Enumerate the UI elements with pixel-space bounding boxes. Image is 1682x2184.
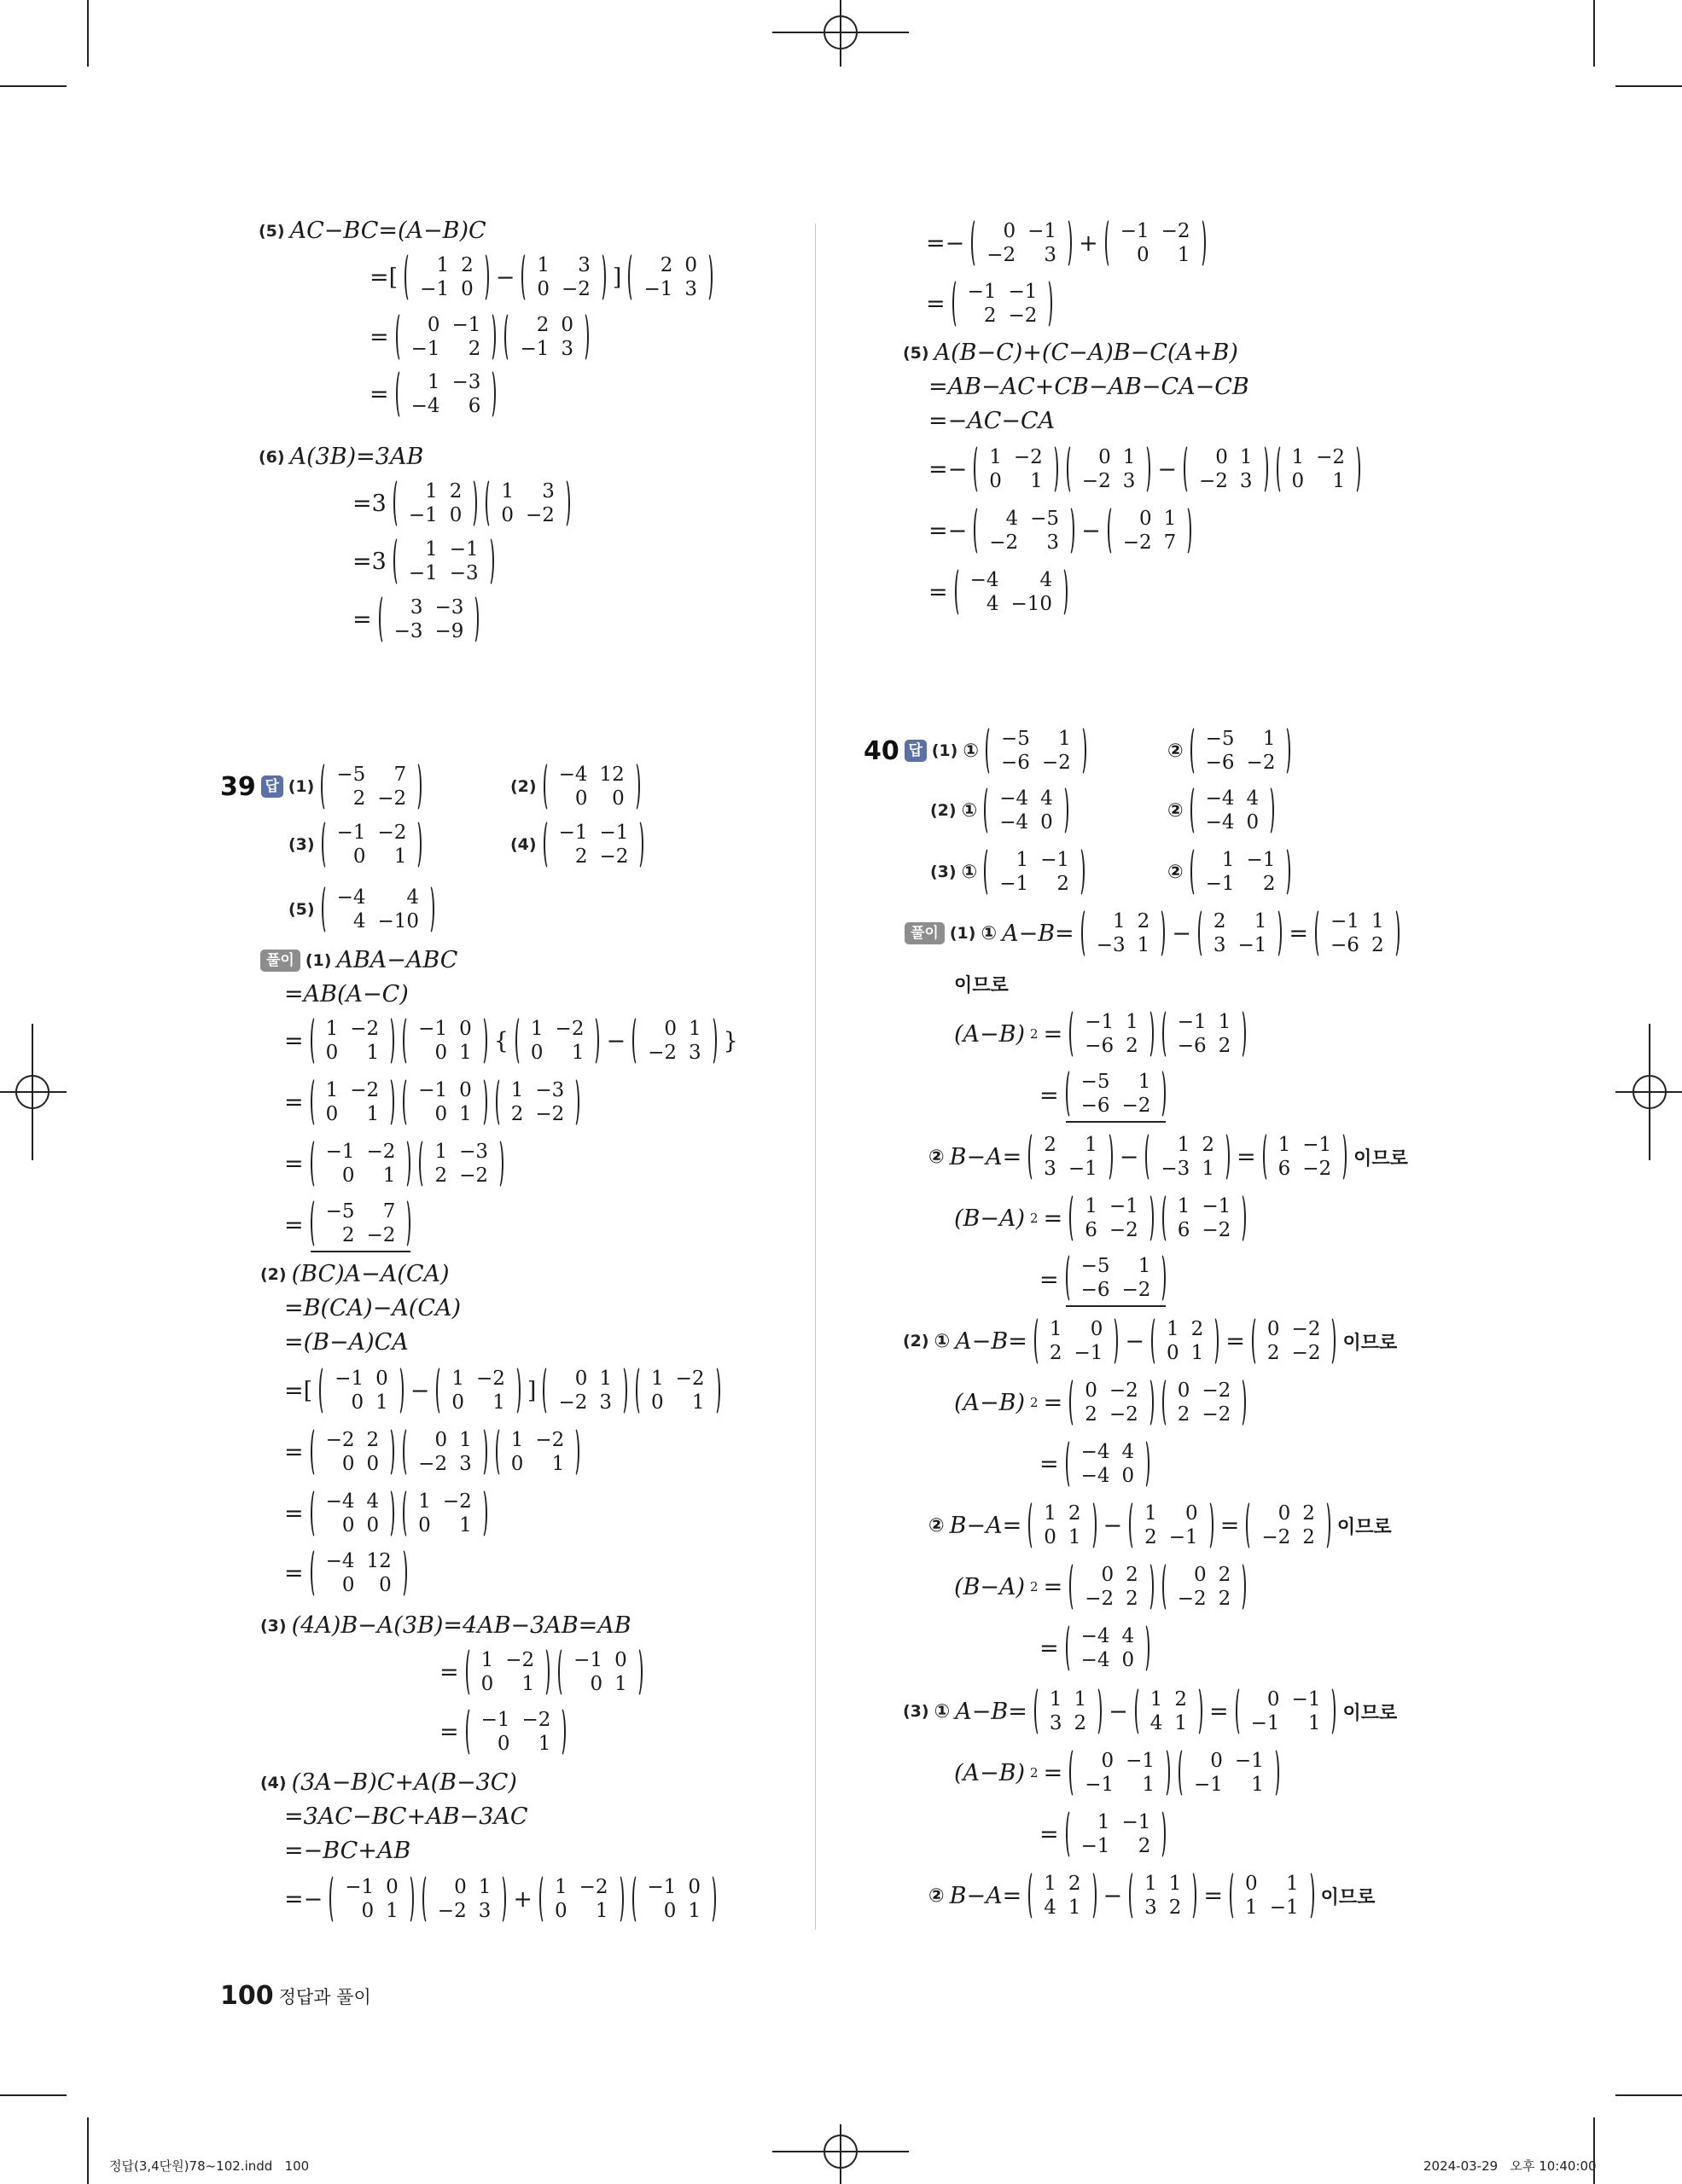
print-slug-left: 정답(3,4단원)78~102.indd 100 bbox=[109, 2158, 310, 2174]
q39-sol-1f: = −5 7 2 −2 bbox=[284, 1198, 412, 1252]
q39-sol-2f: = −4 4 0 0 1 −2 0 1 bbox=[284, 1488, 489, 1539]
q39-sol-3c: = −1 −2 0 1 bbox=[439, 1706, 567, 1757]
crop-mark bbox=[1615, 85, 1682, 87]
q40-sol-1-2res: = −5 1 −6 −2 bbox=[1039, 1252, 1167, 1307]
q40-ans-2-1: (2) ① −4 4 −4 0 bbox=[930, 785, 1070, 836]
crop-mark bbox=[1615, 2094, 1682, 2096]
q39-answer-3: (3) −1 −2 0 1 bbox=[288, 819, 423, 870]
q39-answer-5: (5) −4 4 4 −10 bbox=[288, 884, 436, 935]
q40-sol-2-res: = −4 4 −4 0 bbox=[1039, 1438, 1151, 1490]
right-p5-line4: =− 1 −2 0 1 0 1 −2 3 − 0 1 −2 3 1 −2 0 1 bbox=[928, 444, 1362, 495]
registration-mark-icon bbox=[772, 0, 909, 68]
q40-sol-1-res: = −5 1 −6 −2 bbox=[1039, 1068, 1167, 1123]
crop-mark bbox=[1593, 0, 1595, 67]
q40-sol-2-2res: = −4 4 −4 0 bbox=[1039, 1623, 1151, 1674]
right-cont-1: =− 0 −1 −2 3 + −1 −2 0 1 bbox=[926, 218, 1208, 269]
q39-answer-4: (4) −1 −1 2 −2 bbox=[510, 819, 645, 870]
q40-sol-3-2: ② B−A= 1 2 4 1 − 1 1 3 2 = 0 1 1 −1 이므로 bbox=[928, 1870, 1375, 1921]
q40-sol-1-imero: 이므로 bbox=[954, 975, 1009, 996]
q40-ans-3-2: ② 1 −1 −1 2 bbox=[1167, 846, 1292, 897]
right-cont-2: = −1 −1 2 −2 bbox=[926, 278, 1054, 329]
q40-ans-1-2: ② −5 1 −6 −2 bbox=[1167, 725, 1292, 776]
registration-mark-icon bbox=[1614, 1024, 1682, 1160]
crop-mark bbox=[87, 2117, 89, 2184]
q39-sol-1d: = 1 −2 0 1 −1 0 0 1 1 −3 2 −2 bbox=[284, 1077, 581, 1128]
q40-sol-1-2sq: (B−A) 2 = 1 −1 6 −2 1 −1 6 −2 bbox=[954, 1193, 1248, 1244]
column-divider bbox=[815, 224, 816, 1930]
q39-answer-2: (2) −4 12 0 0 bbox=[510, 761, 642, 812]
q39-sol-4: (4) (3A−B)C+A(B−3C) bbox=[260, 1769, 517, 1796]
left-p6-line4: = 3 −3 −3 −9 bbox=[352, 594, 480, 645]
q40-sol-1-2: ② B−A= 2 1 3 −1 − 1 2 −3 1 = 1 −1 6 −2 이므로 bbox=[928, 1131, 1408, 1182]
q40-header: 40 답 (1) ① −5 1 −6 −2 bbox=[864, 725, 1088, 776]
left-p6-line3: =3 1 −1 −1 −3 bbox=[352, 536, 496, 587]
page-footer: 100 정답과 풀이 bbox=[220, 1981, 371, 2011]
q39-header: 39 답 (1) −5 7 2 −2 bbox=[220, 761, 423, 812]
q40-ans-2-2: ② −4 4 −4 0 bbox=[1167, 785, 1276, 836]
left-p5-line3: = 0 −1 −1 2 2 0 −1 3 bbox=[370, 311, 591, 363]
q39-sol-2d: =[ −1 0 0 1 − 1 −2 0 1 ] 0 1 −2 3 1 −2 0 1 bbox=[284, 1365, 722, 1416]
q40-sol-2-2sq: (B−A) 2 = 0 2 −2 2 0 2 −2 2 bbox=[954, 1561, 1248, 1612]
q39-sol-2g: = −4 12 0 0 bbox=[284, 1548, 409, 1599]
q39-sol-4b: =3AC−BC+AB−3AC bbox=[284, 1804, 528, 1830]
q40-ans-3-1: (3) ① 1 −1 −1 2 bbox=[930, 846, 1086, 897]
q40-sol-3-sq: (A−B) 2 = 0 −1 −1 1 0 −1 −1 1 bbox=[954, 1747, 1281, 1798]
q40-sol-3-res: = 1 −1 −1 2 bbox=[1039, 1809, 1167, 1860]
left-p5-line2: =[ 1 2 −1 0 − 1 3 0 −2 ] 2 0 −1 3 bbox=[370, 252, 714, 303]
q39-sol-2c: =(B−A)CA bbox=[284, 1329, 409, 1356]
right-p5-line3: =−AC−CA bbox=[928, 408, 1056, 434]
right-p5-line6: = −4 4 4 −10 bbox=[928, 566, 1069, 618]
left-p6-line2: =3 1 2 −1 0 1 3 0 −2 bbox=[352, 478, 572, 529]
print-slug-right: 2024-03-29 오후 10:40:00 bbox=[1423, 2158, 1597, 2174]
q39-sol-4c: =−BC+AB bbox=[284, 1838, 411, 1864]
q39-sol-1b: =AB(A−C) bbox=[284, 981, 409, 1008]
q40-sol-2-2: ② B−A= 1 2 0 1 − 1 0 2 −1 = 0 2 −2 2 이므로 bbox=[928, 1500, 1392, 1551]
q39-sol-4d: =− −1 0 0 1 0 1 −2 3 + 1 −2 0 1 −1 0 0 1 bbox=[284, 1873, 718, 1925]
q39-sol-1c: = 1 −2 0 1 −1 0 0 1 { 1 −2 0 1 − 0 1 −2 3 } bbox=[284, 1015, 738, 1066]
left-p5-line1: (5) AC−BC=(A−B)C bbox=[259, 218, 486, 244]
q40-sol-2-sq: (A−B) 2 = 0 −2 2 −2 0 −2 2 −2 bbox=[954, 1377, 1248, 1428]
right-p5-line2: =AB−AC+CB−AB−CA−CB bbox=[928, 374, 1249, 400]
right-p5-line5: =− 4 −5 −2 3 − 0 1 −2 7 bbox=[928, 505, 1193, 556]
left-p6-line1: (6) A(3B)=3AB bbox=[259, 444, 424, 470]
left-p5-line4: = 1 −3 −4 6 bbox=[370, 369, 498, 420]
q40-sol-2: (2) ① A−B= 1 0 2 −1 − 1 2 0 1 = 0 −2 2 −2 이므로 bbox=[903, 1316, 1397, 1367]
registration-mark-icon bbox=[0, 1024, 68, 1160]
crop-mark bbox=[87, 0, 89, 67]
crop-mark bbox=[0, 2094, 67, 2096]
q39-sol-2e: = −2 2 0 0 0 1 −2 3 1 −2 0 1 bbox=[284, 1426, 581, 1478]
q39-sol-1: 풀이 (1) ABA−ABC bbox=[260, 947, 457, 973]
q40-sol-1: 풀이 (1) ① A−B= 1 2 −3 1 − 2 1 3 −1 = −1 1 −6 2 bbox=[905, 908, 1401, 959]
q39-sol-2: (2) (BC)A−A(CA) bbox=[260, 1261, 450, 1287]
q40-sol-1-sq: (A−B) 2 = −1 1 −6 2 −1 1 −6 2 bbox=[954, 1008, 1248, 1060]
q39-sol-1e: = −1 −2 0 1 1 −3 2 −2 bbox=[284, 1138, 505, 1189]
crop-mark bbox=[0, 85, 67, 87]
q39-sol-3b: = 1 −2 0 1 −1 0 0 1 bbox=[439, 1647, 644, 1698]
registration-mark-icon bbox=[772, 2124, 909, 2184]
q39-sol-3: (3) (4A)B−A(3B)=4AB−3AB=AB bbox=[260, 1612, 631, 1639]
q40-sol-3: (3) ① A−B= 1 1 3 2 − 1 2 4 1 = 0 −1 −1 1 이므로 bbox=[903, 1686, 1397, 1737]
right-p5-line1: (5) A(B−C)+(C−A)B−C(A+B) bbox=[903, 340, 1238, 366]
q39-sol-2b: =B(CA)−A(CA) bbox=[284, 1295, 462, 1321]
